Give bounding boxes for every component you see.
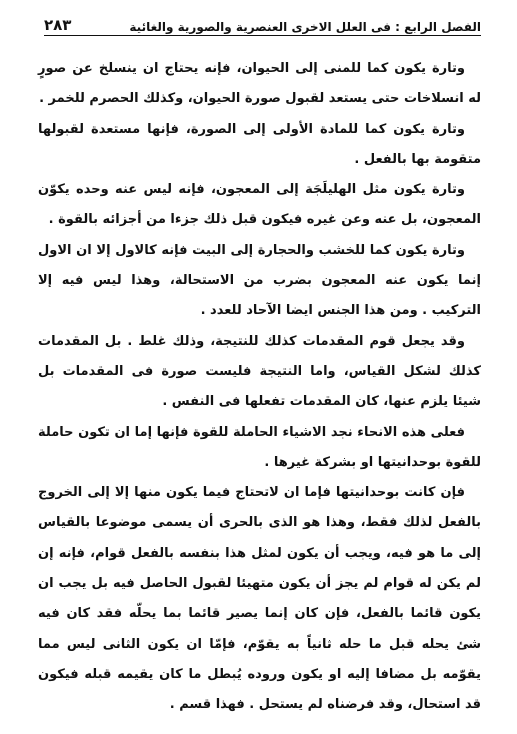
running-header (44, 12, 481, 34)
paragraph: وقد يجعل قوم المقدمات كذلك للنتيجة، وذلك غلط . بل المقدمات كذلك لشكل القياس، واما النتيجة فليست صورة فى المقدمات بل شيئا يلزم عنها، كان المقدمات تفعلها فى النفس . (38, 333, 481, 410)
paragraph: وتارة يكون مثل الهليلَجَة إلى المعجون، فإنه ليس عنه وحده يكوّن المعجون، بل عنه وعن غيره فيكون قبل ذلك جزءا من أجزائه بالقوة . (38, 182, 481, 228)
paragraph: وتارة يكون كما للمادة الأولى إلى الصورة، فإنها مستعدة لقبولها متقومة بها بالفعل . (38, 121, 481, 167)
paragraph: وتارة يكون كما للمنى إلى الحيوان، فإنه يحتاج ان ينسلخ عن صورٍ له انسلاخات حتى يستعد لقبول صورة الحيوان، وكذلك الحصرم للخمر . (38, 61, 481, 107)
paragraph: وتارة يكون كما للخشب والحجارة إلى البيت فإنه كالاول إلا ان الاول إنما يكون عنه المعجون بضرب من الاستحالة، وهذا ليس فيه إلا التركيب . ومن هذا الجنس ايضا الآحاد للعدد . (38, 242, 481, 319)
chapter-title: الفصل الرابع : فى العلل الاخرى العنصرية والصورية والغائية (129, 20, 481, 34)
paragraph: فعلى هذه الانحاء نجد الاشياء الحاملة للقوة فإنها إما ان تكون حاملة للقوة بوحدانيتها او بشركة غيرها . (38, 424, 481, 470)
page-number: ٢٨٣ (44, 16, 72, 34)
paragraph: فإن كانت بوحدانيتها فإما ان لاتحتاج فيما يكون منها إلا إلى الخروج بالفعل لذلك فقط، وهذا هو الذى بالحرى أن يسمى موضوعا بالقياس إلى ما هو فيه، ويجب أن يكون لمثل هذا بنفسه بالفعل قوام، فإنه إن لم يكن له قوام لم يجز أن يكون متهيئا لقبول الحاصل فيه بل يجب ان يكون قائما بالفعل، فإن كان إنما يصير قائما بما يحلّه فقد كان فيه شئ يحله قبل ما حله ثانياً به يقوّم، فإمّا ان يكون الثانى ليس مما يقوّمه بل مضافا إليه او يكون وروده يُبطل ما كان يقيمه قبله فيكون قد استحال، وقد فرضناه لم يستحل . فهذا قسم . (38, 485, 481, 713)
body-text (38, 54, 481, 721)
header-rule (44, 35, 481, 36)
